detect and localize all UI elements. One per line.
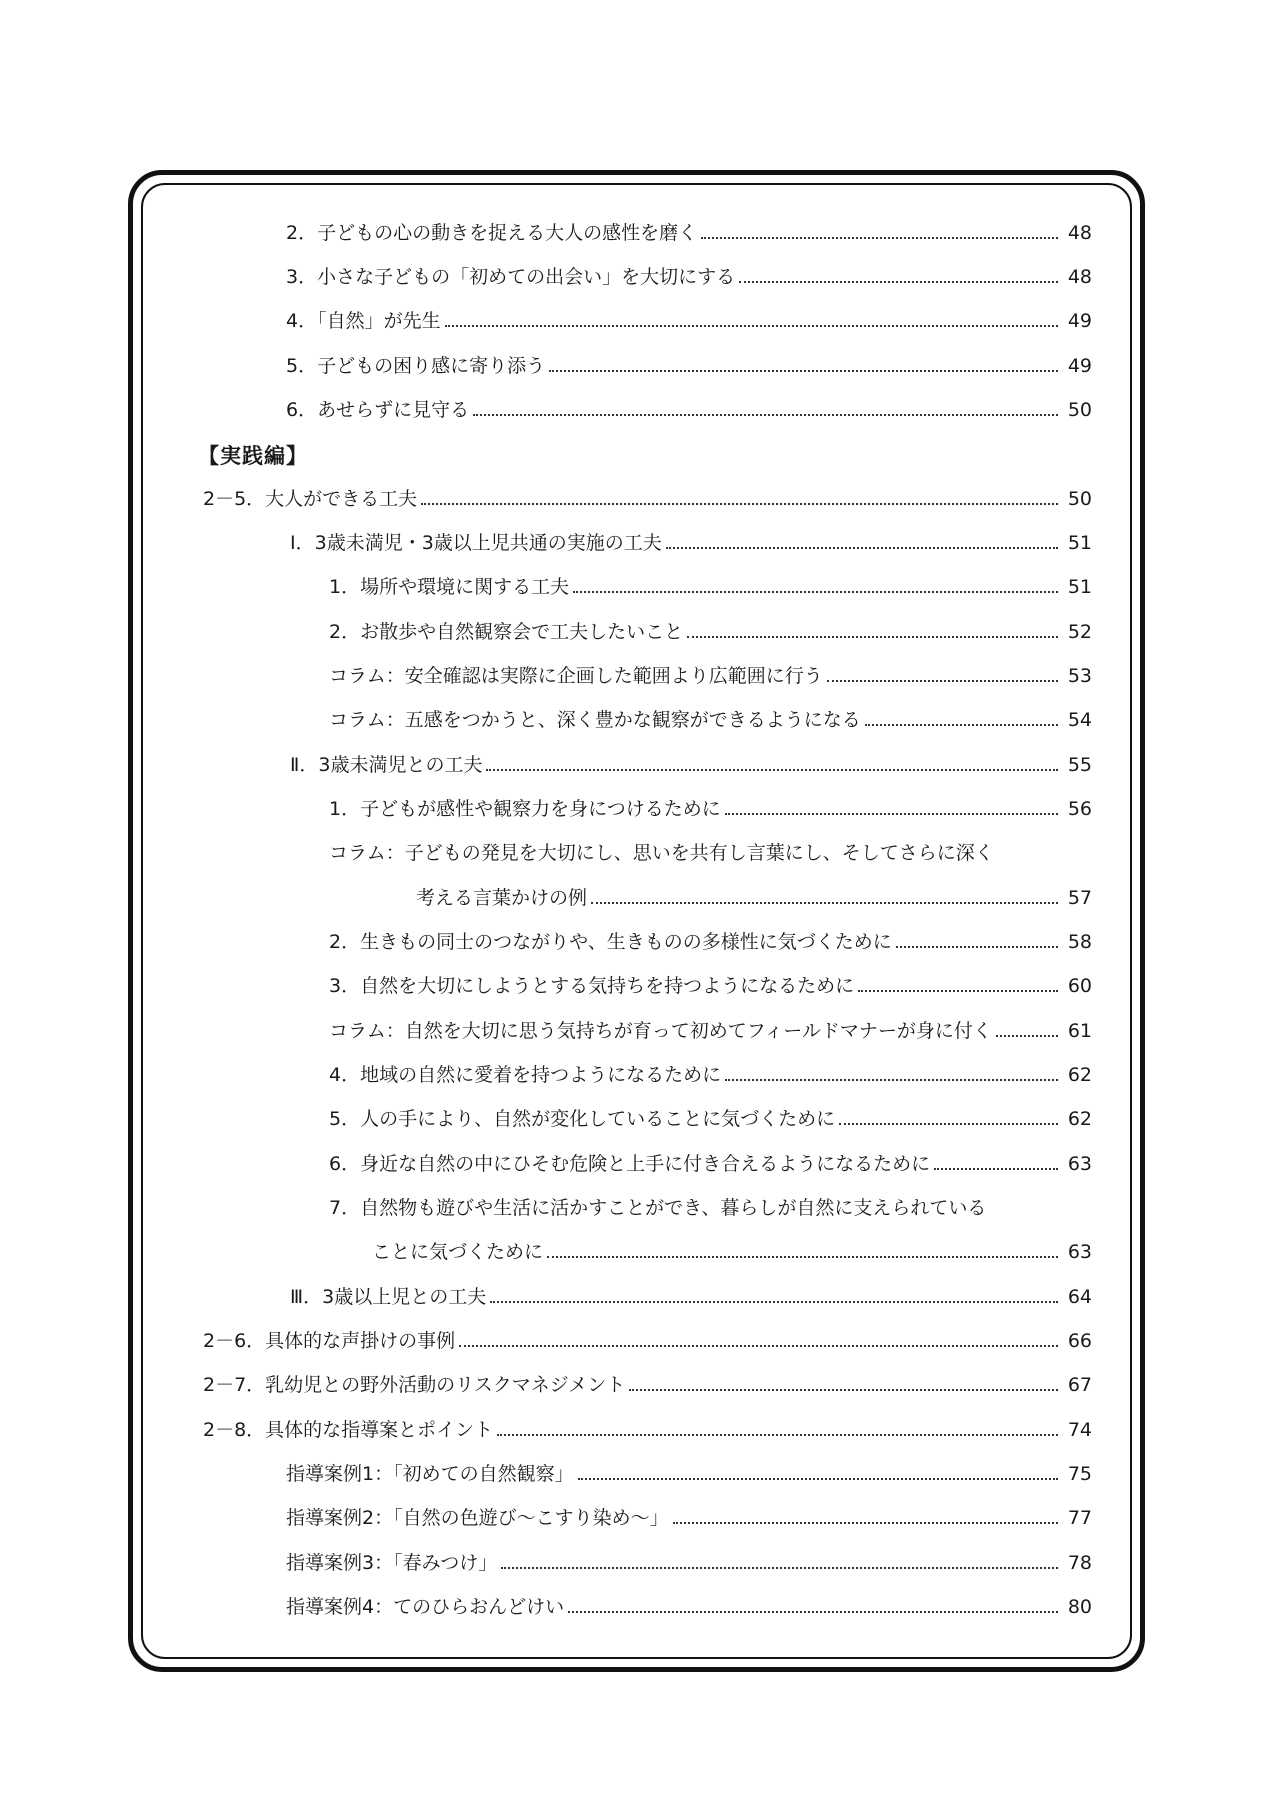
toc-entry xyxy=(329,1144,1092,1178)
toc-entry-title: 4．「自然」が先生 xyxy=(286,310,441,332)
leader-dots xyxy=(725,813,1058,815)
toc-entry-title: 7．自然物も遊びや生活に活かすことができ、暮らしが自然に支えられている xyxy=(329,1197,987,1219)
leader-dots xyxy=(486,769,1058,771)
toc-entry-title: Ⅲ．3歳以上児との工夫 xyxy=(290,1286,487,1308)
toc-entry-page: 50 xyxy=(1067,488,1092,510)
toc-entry-title: コラム：安全確認は実際に企画した範囲より広範囲に行う xyxy=(329,665,823,687)
toc-entry xyxy=(286,390,1092,424)
toc-entry xyxy=(329,567,1092,601)
toc-entry-title: 指導案例3：「春みつけ」 xyxy=(286,1552,498,1574)
toc-entry xyxy=(329,966,1092,1000)
leader-dots xyxy=(739,281,1058,283)
toc-entry xyxy=(290,1277,1092,1311)
toc-entry-title: 指導案例2：「自然の色遊び～こすり染め～」 xyxy=(286,1507,669,1529)
toc-entry xyxy=(329,833,1092,867)
toc-entry-page: 77 xyxy=(1067,1507,1092,1529)
leader-dots xyxy=(725,1079,1058,1081)
toc-entry-page: 80 xyxy=(1067,1596,1092,1618)
toc-entry xyxy=(329,922,1092,956)
toc-entry-page: 55 xyxy=(1067,754,1092,776)
leader-dots xyxy=(827,680,1058,682)
toc-entry-title: 指導案例1：「初めての自然観察」 xyxy=(286,1463,574,1485)
leader-dots xyxy=(701,237,1058,239)
toc-entry xyxy=(329,612,1092,646)
toc-entry xyxy=(286,1454,1092,1488)
toc-entry-title: 2．子どもの心の動きを捉える大人の感性を磨く xyxy=(286,222,698,244)
toc-entry-title: Ⅱ．3歳未満児との工夫 xyxy=(290,754,483,776)
toc-entry-title: コラム：子どもの発見を大切にし、思いを共有し言葉にし、そしてさらに深く xyxy=(329,842,994,864)
leader-dots xyxy=(858,990,1058,992)
toc-entry xyxy=(286,213,1092,247)
toc-entry-page: 67 xyxy=(1067,1374,1092,1396)
toc-entry-page: 48 xyxy=(1067,222,1092,244)
toc-entry xyxy=(290,523,1092,557)
toc-entry-title: 指導案例4：てのひらおんどけい xyxy=(286,1596,565,1618)
leader-dots xyxy=(490,1301,1058,1303)
toc-entry xyxy=(203,1365,1092,1399)
leader-dots xyxy=(687,636,1058,638)
toc-entry xyxy=(329,1011,1092,1045)
toc-entry-title: Ⅰ．3歳未満児・3歳以上児共通の実施の工夫 xyxy=(290,532,662,554)
toc-entry-page: 75 xyxy=(1067,1463,1092,1485)
leader-dots xyxy=(421,503,1058,505)
leader-dots xyxy=(445,325,1058,327)
toc-entry xyxy=(286,1587,1092,1621)
toc-entry xyxy=(203,1321,1092,1355)
toc-entry-title: 1．子どもが感性や観察力を身につけるために xyxy=(329,798,721,820)
toc-entry-title: 2．お散歩や自然観察会で工夫したいこと xyxy=(329,621,684,643)
leader-dots xyxy=(568,1611,1058,1613)
toc-entry-title: 4．地域の自然に愛着を持つようになるために xyxy=(329,1064,722,1086)
toc-entry-title: 2－6．具体的な声掛けの事例 xyxy=(203,1330,456,1352)
toc-entry-page: 62 xyxy=(1067,1064,1092,1086)
leader-dots xyxy=(629,1389,1058,1391)
toc-entry xyxy=(372,1232,1092,1266)
toc-entry-title: コラム：五感をつかうと、深く豊かな観察ができるようになる xyxy=(329,709,861,731)
toc-entry-page: 64 xyxy=(1067,1286,1092,1308)
toc-entry xyxy=(329,656,1092,690)
toc-entry-title: 2－8．具体的な指導案とポイント xyxy=(203,1419,494,1441)
toc-entry xyxy=(286,301,1092,335)
toc-entry xyxy=(329,1099,1092,1133)
leader-dots xyxy=(459,1345,1058,1347)
leader-dots xyxy=(666,547,1058,549)
toc-entry-title: 6．あせらずに見守る xyxy=(286,399,470,421)
leader-dots xyxy=(673,1522,1058,1524)
leader-dots xyxy=(573,591,1058,593)
toc-entry xyxy=(203,479,1092,513)
toc-entry-page: 51 xyxy=(1067,576,1092,598)
toc-entry-page: 51 xyxy=(1067,532,1092,554)
leader-dots xyxy=(865,724,1058,726)
leader-dots xyxy=(934,1168,1058,1170)
toc-entry-page: 54 xyxy=(1067,709,1092,731)
toc-entry xyxy=(286,257,1092,291)
toc-entry xyxy=(203,1410,1092,1444)
leader-dots xyxy=(839,1123,1058,1125)
toc-entry xyxy=(329,789,1092,823)
leader-dots xyxy=(547,1256,1058,1258)
toc-entry-title: 5．子どもの困り感に寄り添う xyxy=(286,355,546,377)
toc-entry-title: 3．自然を大切にしようとする気持ちを持つようになるために xyxy=(329,975,855,997)
toc-entry-title: 3．小さな子どもの「初めての出会い」を大切にする xyxy=(286,266,736,288)
toc-entry-title: 6．身近な自然の中にひそむ危険と上手に付き合えるようになるために xyxy=(329,1153,931,1175)
leader-dots xyxy=(473,414,1058,416)
toc-entry xyxy=(286,1543,1092,1577)
toc-entry-page: 62 xyxy=(1067,1108,1092,1130)
toc-entry xyxy=(329,1188,1092,1222)
leader-dots xyxy=(497,1434,1058,1436)
leader-dots xyxy=(578,1478,1058,1480)
toc-entry-page: 50 xyxy=(1067,399,1092,421)
toc-entry-page: 57 xyxy=(1067,887,1092,909)
toc-entry-title: コラム：自然を大切に思う気持ちが育って初めてフィールドマナーが身に付く xyxy=(329,1020,992,1042)
leader-dots xyxy=(501,1567,1058,1569)
toc-entry-title: 5．人の手により、自然が変化していることに気づくために xyxy=(329,1108,836,1130)
leader-dots xyxy=(591,902,1058,904)
toc-entry xyxy=(286,1498,1092,1532)
leader-dots xyxy=(996,1035,1058,1037)
toc-entry-page: 60 xyxy=(1067,975,1092,997)
toc-entry-title: ことに気づくために xyxy=(372,1241,544,1263)
toc-entry-title: 考える言葉かけの例 xyxy=(416,887,588,909)
toc-entry xyxy=(416,878,1092,912)
toc-entry-page: 52 xyxy=(1067,621,1092,643)
toc-entry-page: 53 xyxy=(1067,665,1092,687)
toc-entry-title: 2－7．乳幼児との野外活動のリスクマネジメント xyxy=(203,1374,626,1396)
toc-entry-page: 49 xyxy=(1067,310,1092,332)
toc-entry-page: 78 xyxy=(1067,1552,1092,1574)
section-heading: 【実践編】 xyxy=(198,444,308,468)
toc-entry-page: 74 xyxy=(1067,1419,1092,1441)
toc-entry-page: 63 xyxy=(1067,1153,1092,1175)
leader-dots xyxy=(896,946,1058,948)
toc-entry xyxy=(286,346,1092,380)
toc-entry xyxy=(290,745,1092,779)
toc-entry-page: 49 xyxy=(1067,355,1092,377)
toc-entry-page: 66 xyxy=(1067,1330,1092,1352)
toc-entry-page: 61 xyxy=(1067,1020,1092,1042)
leader-dots xyxy=(549,370,1058,372)
toc-entry-page: 56 xyxy=(1067,798,1092,820)
toc-entry-title: 1．場所や環境に関する工夫 xyxy=(329,576,570,598)
toc-entry-page: 63 xyxy=(1067,1241,1092,1263)
toc-entry-page: 58 xyxy=(1067,931,1092,953)
toc-entry xyxy=(329,1055,1092,1089)
toc-entry xyxy=(329,700,1092,734)
toc-entry-title: 2．生きもの同士のつながりや、生きものの多様性に気づくために xyxy=(329,931,892,953)
toc-entry-page: 48 xyxy=(1067,266,1092,288)
toc-entry-title: 2－5．大人ができる工夫 xyxy=(203,488,418,510)
